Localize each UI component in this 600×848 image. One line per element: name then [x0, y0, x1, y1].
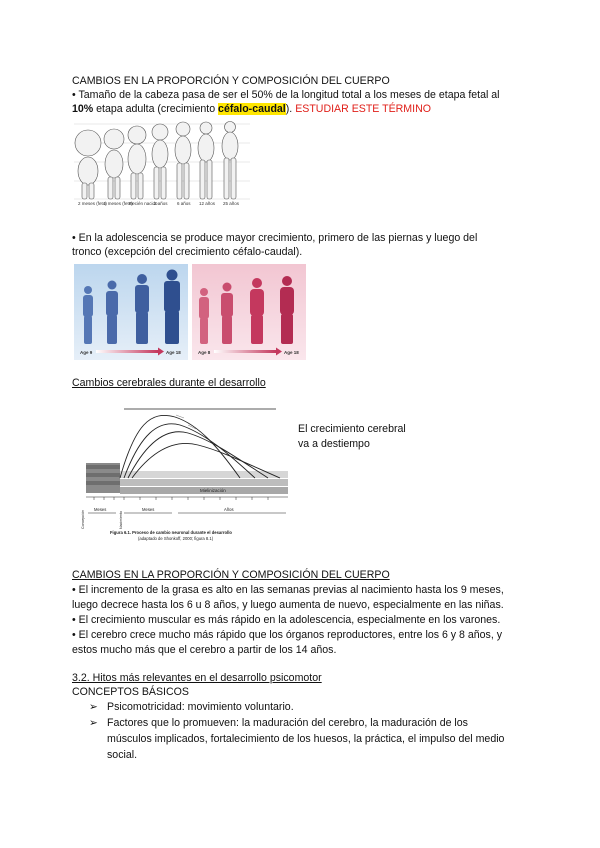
male-age-start: Age 9 [80, 350, 93, 355]
fig1-label-6: 25 años [223, 201, 240, 206]
composition-line-4: • El cerebro crece mucho más rápido que los órganos reproductores, entre los 6 y 8 años, y [72, 629, 503, 641]
list-item-factores-line2: músculos implicados, fortalecimiento de los huesos, la práctica, el impulso del medio [107, 733, 505, 745]
bullet-cabeza-mid: etapa adulta (crecimiento [93, 103, 219, 115]
percent-10: 10% [72, 103, 94, 115]
subheading-conceptos: CONCEPTOS BÁSICOS [72, 686, 189, 698]
side-note-line1: El crecimiento cerebral [298, 423, 406, 435]
side-note-line2: va a destiempo [298, 438, 370, 450]
section-heading-proporcion: CAMBIOS EN LA PROPORCIÓN Y COMPOSICIÓN DEL CUERPO [72, 75, 390, 87]
figure-adolescent-growth [74, 264, 306, 360]
fig1-label-4: 6 años [177, 201, 191, 206]
axis-label-nacimiento: Nacimiento [119, 511, 123, 529]
figure-body-proportions [74, 119, 250, 211]
axis-group-anos: Años [224, 507, 234, 512]
axis-group-meses-1: Meses [94, 507, 107, 512]
figure-caption-line1: Figura 6.1. Proceso de cambio neuronal durante el desarrollo [110, 530, 232, 535]
list-bullet-1: ➢ [89, 701, 98, 713]
section-heading-hitos: 3.2. Hitos más relevantes en el desarrollo psicomotor [72, 672, 322, 684]
bar-label-mielinizacion: Mielinización [200, 488, 226, 493]
figure-brain-development [80, 405, 296, 545]
fig1-label-1: 5 meses (feto) [104, 201, 133, 206]
bullet-cabeza-line2 [72, 102, 431, 117]
list-bullet-2: ➢ [89, 717, 98, 729]
list-item-factores-line1: Factores que lo promueven: la maduración del cerebro, la maduración de los [107, 717, 468, 729]
highlight-cefalo-caudal: céfalo-caudal [218, 103, 286, 115]
axis-group-meses-2: Meses [142, 507, 155, 512]
concept-list [89, 699, 529, 763]
bullet-cabeza-line1: • Tamaño de la cabeza pasa de ser el 50% de la longitud total a los meses de etapa fetal al [72, 89, 500, 101]
male-age-end: Age 18 [166, 350, 181, 355]
list-item-psicomotricidad: Psicomotricidad: movimiento voluntario. [107, 701, 294, 713]
axis-label-concepcion: Concepción [81, 510, 85, 529]
list-item-factores-line3: social. [107, 749, 138, 761]
composition-line-5: estos mucho más que el cerebro a partir de los 14 años. [72, 644, 337, 656]
female-age-end: Age 18 [284, 350, 299, 355]
bullet-cabeza-end: ). [285, 103, 296, 115]
female-age-start: Age 8 [198, 350, 211, 355]
composition-line-3: • El crecimiento muscular es más rápido en la adolescencia, especialmente en los varones. [72, 614, 501, 626]
bullet-adolescencia-line1: • En la adolescencia se produce mayor crecimiento, primero de las piernas y luego del [72, 232, 478, 244]
bullet-adolescencia-line2: tronco (excepción del crecimiento céfalo-caudal). [72, 246, 303, 258]
fig1-label-2: Recién nacido [129, 201, 158, 206]
composition-line-2: luego decrece hasta los 6 u 8 años, y luego aumenta de nuevo, especialmente en las niñas. [72, 599, 504, 611]
fig1-label-5: 12 años [199, 201, 216, 206]
fig1-label-3: 2 años [154, 201, 168, 206]
composition-line-1: • El incremento de la grasa es alto en las semanas previas al nacimiento hasta los 9 meses, [72, 584, 504, 596]
section-heading-cerebrales: Cambios cerebrales durante el desarrollo [72, 377, 266, 389]
section-heading-proporcion-2: CAMBIOS EN LA PROPORCIÓN Y COMPOSICIÓN DEL CUERPO [72, 569, 390, 581]
red-note-estudiar: ESTUDIAR ESTE TÉRMINO [295, 103, 431, 115]
figure-caption-line2: (adaptado de Shonkoff, 2000; figura 8.1) [138, 536, 214, 541]
fig1-label-0: 2 meses (feto) [78, 201, 107, 206]
